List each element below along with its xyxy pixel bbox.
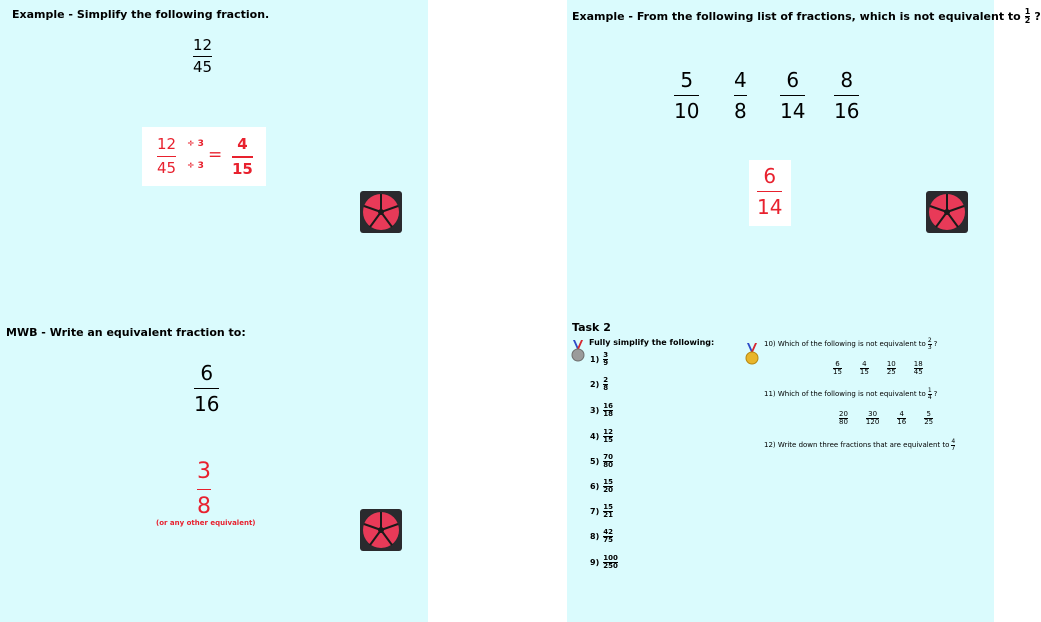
numerator: 5	[680, 68, 694, 92]
question-fraction	[951, 439, 955, 452]
denominator: 45	[913, 367, 923, 376]
numerator: 2	[927, 337, 932, 344]
answer-box	[749, 160, 791, 226]
task-title: Task 2	[572, 321, 611, 334]
panel-title: Example - Simplify the following fraction.	[12, 8, 270, 21]
numerator: 4	[734, 68, 747, 92]
numerator: 6	[763, 164, 777, 188]
denominator: 45	[193, 58, 213, 76]
fraction-bar	[232, 156, 253, 158]
question-10	[764, 338, 937, 351]
question-label: 6)	[590, 481, 600, 491]
numerator: 15	[603, 478, 613, 486]
denominator: 21	[603, 510, 613, 519]
question-12	[764, 439, 957, 452]
worked-answer-box	[142, 127, 266, 186]
answer-fraction	[757, 166, 782, 217]
question-label: 3)	[590, 405, 600, 415]
option-fraction	[833, 361, 842, 376]
question-row	[590, 529, 615, 544]
panel-simplify-example	[0, 0, 428, 311]
fraction-bar	[834, 95, 859, 96]
numerator: 20	[839, 410, 848, 418]
denominator: 250	[603, 561, 618, 570]
question-label: 5)	[590, 456, 600, 466]
option-fraction	[914, 361, 923, 376]
option-fraction	[860, 361, 869, 376]
denominator: 25	[924, 417, 934, 426]
question-label: 8)	[590, 531, 600, 541]
fraction-bar	[197, 489, 211, 490]
option-fraction	[780, 70, 805, 121]
question-fraction	[603, 555, 618, 570]
question-fraction	[928, 338, 932, 351]
denominator: 45	[157, 159, 177, 177]
denominator: 7	[951, 444, 956, 452]
question-fraction	[603, 479, 613, 494]
denominator: 25	[886, 367, 896, 376]
numerator: 16	[603, 402, 613, 410]
denominator: 20	[603, 485, 613, 494]
equals-sign: =	[208, 145, 223, 165]
question-fraction	[603, 454, 613, 469]
question-fraction	[603, 377, 608, 392]
denominator: 16	[194, 392, 220, 416]
question-label: 2)	[590, 379, 600, 389]
denominator: 15	[833, 367, 842, 376]
answer-note: (or any other equivalent)	[156, 519, 256, 527]
denominator: 75	[603, 535, 613, 544]
option-fraction	[734, 70, 747, 121]
title-text: Example - From the following list of fractions, which is not equivalent to	[572, 9, 1021, 23]
fraction-bar	[157, 156, 176, 157]
numerator: 1	[927, 387, 932, 394]
divide-bottom-label: ÷ 3	[187, 161, 204, 171]
silver-medal-icon	[571, 340, 585, 362]
question-label: 1)	[590, 354, 600, 364]
question-text: 12) Write down three fractions that are equivalent to	[764, 441, 950, 450]
spinner-wheel-icon[interactable]	[926, 191, 968, 233]
denominator: 10	[674, 99, 700, 123]
numerator: 10	[886, 360, 896, 368]
question-fraction	[194, 363, 219, 414]
option-fraction	[897, 411, 906, 426]
numerator: 70	[603, 453, 613, 461]
question-end: ?	[933, 340, 938, 349]
question-label: 9)	[590, 557, 600, 567]
answer-fraction	[197, 461, 211, 518]
question-label: 4)	[590, 431, 600, 441]
numerator: 8	[840, 68, 854, 92]
panel-title: MWB - Write an equivalent fraction to:	[6, 326, 246, 339]
panel-mwb-equivalent	[0, 311, 428, 622]
question-row	[590, 454, 615, 469]
question-row	[590, 555, 620, 570]
numerator: 42	[603, 528, 613, 536]
numerator: 6	[786, 68, 800, 92]
divide-top-label: ÷ 3	[187, 139, 204, 149]
denominator: 16	[834, 99, 860, 123]
question-text: 10) Which of the following is not equivalent to	[764, 340, 926, 349]
numerator: 4	[237, 135, 248, 153]
fraction-bar	[780, 95, 805, 96]
denominator: 15	[859, 367, 869, 376]
numerator: 2	[603, 376, 609, 384]
question-fraction	[603, 529, 613, 544]
question-fraction	[193, 38, 212, 75]
denominator: 2	[1024, 15, 1031, 25]
denominator: 8	[734, 99, 747, 123]
denominator: 18	[603, 409, 613, 418]
option-fraction	[866, 411, 879, 426]
fraction-bar	[757, 191, 782, 192]
answer-fraction	[232, 137, 253, 177]
numerator: 18	[913, 360, 923, 368]
option-fraction	[674, 70, 699, 121]
denominator: 14	[780, 99, 806, 123]
numerator: 100	[603, 554, 618, 562]
q11-options	[837, 411, 935, 426]
question-row	[590, 479, 615, 494]
question-fraction	[603, 429, 613, 444]
denominator: 8	[197, 494, 211, 519]
task-subtitle: Fully simplify the following:	[589, 338, 715, 347]
title-fraction	[1025, 8, 1031, 25]
denominator: 14	[757, 195, 783, 219]
spinner-wheel-icon[interactable]	[360, 509, 402, 551]
denominator: 9	[603, 358, 609, 367]
working-fraction	[157, 137, 176, 176]
numerator: 12	[193, 36, 213, 54]
fraction-bar	[193, 56, 212, 57]
option-fraction	[924, 411, 933, 426]
denominator: 80	[839, 417, 848, 426]
numerator: 1	[1024, 7, 1031, 16]
numerator: 4	[862, 360, 867, 368]
fraction-bar	[734, 95, 747, 96]
numerator: 4	[951, 438, 956, 445]
numerator: 4	[899, 410, 904, 418]
denominator: 15	[232, 160, 253, 178]
denominator: 120	[865, 417, 880, 426]
denominator: 4	[927, 393, 932, 401]
question-text: 11) Which of the following is not equivalent to	[764, 390, 926, 399]
question-fraction	[603, 403, 613, 418]
panel-task-2	[567, 311, 994, 622]
denominator: 8	[603, 383, 609, 392]
numerator: 12	[157, 135, 177, 153]
question-fraction	[603, 352, 608, 367]
option-fraction	[834, 70, 859, 121]
numerator: 15	[603, 503, 613, 511]
denominator: 80	[603, 460, 613, 469]
question-row	[590, 352, 610, 367]
question-11	[764, 388, 937, 401]
numerator: 6	[200, 361, 214, 385]
q10-options	[831, 361, 925, 376]
denominator: 3	[927, 343, 932, 351]
question-fraction	[928, 388, 932, 401]
question-fraction	[603, 504, 613, 519]
panel-title	[572, 8, 1041, 25]
panel-equivalence-example	[567, 0, 1041, 311]
numerator: 6	[835, 360, 840, 368]
numerator: 5	[926, 410, 931, 418]
numerator: 3	[603, 351, 609, 359]
denominator: 15	[603, 435, 613, 444]
question-row	[590, 504, 615, 519]
gold-medal-icon	[745, 343, 759, 365]
fraction-bar	[674, 95, 699, 96]
question-label: 7)	[590, 506, 600, 516]
option-fraction	[887, 361, 896, 376]
question-end: ?	[933, 390, 938, 399]
question-row	[590, 429, 615, 444]
numerator: 30	[868, 410, 878, 418]
question-row	[590, 377, 610, 392]
numerator: 12	[603, 428, 613, 436]
option-fraction	[839, 411, 848, 426]
fraction-bar	[194, 388, 219, 389]
denominator: 16	[897, 417, 907, 426]
question-row	[590, 403, 615, 418]
spinner-wheel-icon[interactable]	[360, 191, 402, 233]
title-end: ?	[1034, 9, 1041, 23]
numerator: 3	[197, 459, 211, 484]
